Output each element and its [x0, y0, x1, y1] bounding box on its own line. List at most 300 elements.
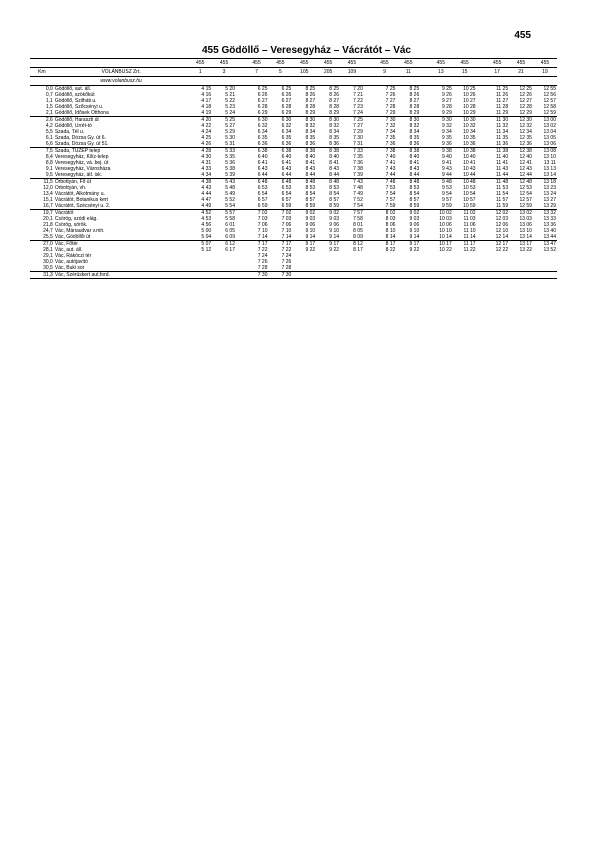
- departure-time: 7 30: [353, 135, 363, 141]
- departure-time: 13 00: [533, 117, 557, 124]
- departure-time: 6 44: [257, 172, 268, 178]
- departure-time: 8 40: [409, 154, 420, 160]
- stop-km: 12,0: [43, 185, 53, 191]
- departure-time: 5 48: [225, 185, 235, 191]
- column-gap: [477, 77, 486, 86]
- departure-time: 7 49: [353, 191, 363, 197]
- departure-time: 6 48: [269, 179, 293, 186]
- departure-time: 7 22: [353, 98, 363, 104]
- stop-km: 27,0: [30, 241, 54, 248]
- departure-time: 9 44: [442, 172, 452, 178]
- departure-time: 6 30: [269, 117, 293, 124]
- departure-time: 5 23: [225, 104, 235, 110]
- stop-name: Szada, Dózsa Gy. út 6.: [54, 135, 106, 141]
- departure-time: 10 32: [463, 123, 476, 129]
- departure-time: 6 40: [257, 154, 268, 160]
- departure-time: 11 30: [485, 117, 509, 124]
- departure-time: 9 10: [305, 228, 316, 234]
- departure-time: 7 29: [353, 129, 363, 135]
- departure-time: 7 26: [257, 259, 268, 265]
- departure-time: 8 25: [305, 86, 316, 92]
- departure-time: 10 54: [463, 191, 476, 197]
- departure-time: 8 34: [329, 129, 340, 135]
- departure-time: 8 30: [292, 117, 316, 124]
- departure-time: 13 40: [543, 228, 556, 234]
- operator-name: VOLÁNBUSZ Zrt.: [54, 68, 188, 77]
- departure-time: 5 30: [225, 135, 235, 141]
- departure-time: 6 53: [281, 185, 292, 191]
- departure-time: 8 44: [409, 172, 420, 178]
- departure-time: 4 28: [188, 148, 212, 155]
- departure-time: 6 41: [257, 160, 268, 166]
- departure-time: 11 25: [495, 86, 509, 92]
- departure-time: 7 36: [353, 160, 363, 166]
- departure-time: 11 48: [485, 179, 509, 186]
- departure-time: 8 53: [409, 185, 420, 191]
- departure-time: 6 54: [281, 191, 292, 197]
- departure-time: 11 35: [495, 135, 509, 141]
- departure-time: 10 59: [463, 203, 476, 209]
- departure-time: 13 11: [543, 160, 556, 166]
- departure-time: 8 30: [396, 117, 420, 124]
- departure-time: 8 28: [329, 104, 340, 110]
- departure-time: 11 43: [495, 166, 509, 172]
- departure-time: 9 02: [316, 210, 340, 217]
- departure-time: 12 03: [495, 216, 509, 222]
- departure-time: 4 25: [201, 135, 212, 141]
- departure-time: 13 14: [519, 234, 532, 240]
- departure-time: 10 36: [463, 141, 476, 147]
- website-row: [30, 77, 557, 86]
- departure-time: 11 38: [485, 148, 509, 155]
- departure-time: 4 38: [188, 179, 212, 186]
- departure-time: 5 31: [225, 141, 235, 147]
- departure-time: 13 02: [509, 210, 533, 217]
- departure-time: 8 36: [329, 141, 340, 147]
- run-number: 5: [269, 68, 293, 77]
- departure-time: 7 22: [257, 247, 268, 253]
- departure-time: 9 41: [442, 160, 452, 166]
- header-blank: [30, 59, 54, 68]
- departure-time: 9 40: [442, 154, 452, 160]
- departure-time: 11 10: [463, 228, 476, 234]
- stop-km: 19,7: [30, 210, 54, 217]
- departure-time: 7 57: [340, 210, 364, 217]
- departure-time: 5 52: [225, 197, 235, 203]
- stop-km: 9,5: [45, 172, 53, 178]
- departure-time: 11 59: [495, 203, 509, 209]
- page-number: 455: [514, 30, 531, 41]
- departure-time: 6 17: [225, 247, 235, 253]
- departure-time: 7 48: [353, 185, 363, 191]
- departure-time: 12 14: [495, 234, 509, 240]
- stop-name: Veresegyház, átl. isk.: [54, 172, 103, 178]
- departure-time: 8 35: [329, 135, 340, 141]
- departure-time: 8 38: [292, 148, 316, 155]
- departure-time: 12 29: [519, 110, 532, 116]
- departure-time: 7 24: [281, 253, 292, 259]
- departure-time: 5 38: [225, 166, 235, 172]
- departure-time: 8 53: [305, 185, 316, 191]
- departure-time: 4 26: [201, 141, 212, 147]
- departure-time: 7 53: [385, 185, 396, 191]
- departure-time: 6 34: [257, 129, 268, 135]
- departure-time: 11 26: [495, 92, 509, 98]
- departure-time: 11 27: [495, 98, 509, 104]
- departure-time: 4 43: [201, 185, 212, 191]
- departure-time: 10 03: [439, 216, 452, 222]
- departure-time: 7 43: [340, 179, 364, 186]
- stop-name: Gödöllő, Szőcsényi u.: [54, 104, 104, 110]
- departure-time: 9 48: [429, 179, 453, 186]
- column-gap: [236, 68, 245, 77]
- departure-time: 6 27: [257, 98, 268, 104]
- stop-name: Vác, Rákóczi tér: [54, 253, 92, 259]
- departure-time: 11 53: [495, 185, 509, 191]
- run-number: 15: [453, 68, 477, 77]
- stop-km: 8,4: [45, 154, 53, 160]
- departure-time: 7 36: [385, 141, 396, 147]
- departure-time: 7 54: [353, 203, 363, 209]
- departure-time: 9 14: [329, 234, 340, 240]
- column-gap: [420, 68, 429, 77]
- departure-time: 12 55: [543, 86, 556, 92]
- stop-name: Csörög, szódi elág.: [54, 216, 98, 222]
- departure-time: 7 14: [257, 234, 268, 240]
- departure-time: 6 35: [281, 135, 292, 141]
- stop-name: Őrbottyán, vh.: [54, 185, 87, 191]
- departure-time: 7 02: [245, 210, 269, 217]
- departure-time: 8 43: [409, 166, 420, 172]
- departure-time: 7 02: [269, 210, 293, 217]
- departure-time: 7 38: [353, 166, 363, 172]
- departure-time: 12 36: [519, 141, 532, 147]
- column-gap: [477, 68, 486, 77]
- departure-time: 12 10: [495, 228, 509, 234]
- line-number: 455: [533, 59, 557, 68]
- departure-time: 13 05: [543, 135, 556, 141]
- departure-time: 7 39: [353, 172, 363, 178]
- departure-time: 6 59: [281, 203, 292, 209]
- departure-time: 7 20: [353, 86, 363, 92]
- stop-name: Őrbottyán, Fő út: [54, 179, 188, 186]
- departure-time: 7 06: [281, 222, 292, 228]
- departure-time: 10 17: [429, 241, 453, 248]
- departure-time: 6 30: [245, 117, 269, 124]
- column-gap: [236, 77, 245, 86]
- stop-km: 8,8: [45, 160, 53, 166]
- departure-time: 5 29: [225, 129, 235, 135]
- departure-time: 8 14: [385, 234, 396, 240]
- departure-time: 7 52: [353, 197, 363, 203]
- departure-time: 13 14: [543, 172, 556, 178]
- stop-name: Gödöllő, aut. áll.: [54, 86, 91, 92]
- departure-time: 9 43: [442, 166, 452, 172]
- departure-time: 6 44: [281, 172, 292, 178]
- column-gap: [420, 59, 429, 68]
- departure-time: 10 25: [463, 86, 476, 92]
- departure-time: 7 17: [245, 241, 269, 248]
- departure-time: 7 21: [353, 92, 363, 98]
- departure-time: 13 36: [543, 222, 556, 228]
- run-number: 19: [533, 68, 557, 77]
- header-blank: [509, 77, 533, 86]
- column-gap: [364, 68, 373, 77]
- departure-time: 13 24: [543, 191, 556, 197]
- departure-time: 7 25: [340, 117, 364, 124]
- departure-time: 13 29: [543, 203, 556, 209]
- departure-time: 12 06: [495, 222, 509, 228]
- run-number: 9: [373, 68, 397, 77]
- header-blank: [292, 77, 316, 86]
- departure-time: 13 47: [533, 241, 557, 248]
- run-number: 7: [245, 68, 269, 77]
- departure-time: 9 54: [442, 191, 452, 197]
- departure-time: 8 38: [316, 148, 340, 155]
- departure-time: 11 28: [495, 104, 509, 110]
- departure-time: 8 28: [409, 104, 420, 110]
- departure-time: 6 59: [257, 203, 268, 209]
- departure-time: 4 47: [201, 197, 212, 203]
- departure-time: 9 22: [409, 247, 420, 253]
- km-label: Km: [30, 68, 54, 77]
- header-blank: [188, 77, 212, 86]
- departure-time: 10 28: [463, 104, 476, 110]
- departure-time: 9 17: [292, 241, 316, 248]
- departure-time: 5 27: [225, 123, 235, 129]
- departure-time: 4 53: [201, 216, 212, 222]
- departure-time: 6 34: [281, 129, 292, 135]
- departure-time: 8 26: [329, 92, 340, 98]
- departure-time: 11 22: [463, 247, 476, 253]
- header-blank: [30, 77, 54, 86]
- departure-time: 7 27: [385, 98, 396, 104]
- page-title: 455 Gödöllő – Veresegyház – Vácrátót – Vác: [202, 45, 411, 56]
- header-blank: [340, 77, 364, 86]
- departure-time: 12 25: [519, 86, 532, 92]
- departure-time: 8 12: [340, 241, 364, 248]
- departure-time: 12 48: [509, 179, 533, 186]
- departure-time: 6 57: [257, 197, 268, 203]
- stop-km: 31,3: [30, 272, 54, 279]
- departure-time: 9 26: [442, 92, 452, 98]
- departure-time: 12 34: [519, 129, 532, 135]
- departure-time: 7 14: [281, 234, 292, 240]
- departure-time: 12 59: [519, 203, 532, 209]
- header-blank: [316, 77, 340, 86]
- stop-km: 11,5: [30, 179, 54, 186]
- departure-time: 7 28: [385, 104, 396, 110]
- stop-name: Vácrátót, Alkotmány u.: [54, 191, 105, 197]
- departure-time: 12 54: [519, 191, 532, 197]
- departure-time: 7 59: [385, 203, 396, 209]
- departure-time: 13 04: [543, 129, 556, 135]
- departure-time: 8 27: [305, 98, 316, 104]
- stop-km: 6,6: [45, 141, 53, 147]
- departure-time: 10 10: [439, 228, 452, 234]
- departure-time: 9 34: [442, 129, 452, 135]
- departure-time: 7 23: [353, 104, 363, 110]
- departure-time: 10 35: [463, 135, 476, 141]
- departure-time: 8 41: [409, 160, 420, 166]
- stop-km: 13,4: [43, 191, 53, 197]
- departure-time: 13 22: [519, 247, 532, 253]
- departure-time: 7 33: [340, 148, 364, 155]
- stop-name: Vác, Főtér: [54, 241, 188, 248]
- departure-time: 4 20: [188, 117, 212, 124]
- departure-time: 13 10: [519, 228, 532, 234]
- line-number: 455: [396, 59, 420, 68]
- departure-time: 4 19: [201, 110, 212, 116]
- line-number: 455: [212, 59, 236, 68]
- departure-time: 10 34: [463, 129, 476, 135]
- departure-time: 7 35: [385, 135, 396, 141]
- departure-time: 4 31: [201, 160, 212, 166]
- departure-time: 6 27: [281, 98, 292, 104]
- departure-time: 12 02: [485, 210, 509, 217]
- departure-time: 5 36: [225, 160, 235, 166]
- departure-time: 7 54: [385, 191, 396, 197]
- departure-time: 11 57: [495, 197, 509, 203]
- timetable: [30, 58, 557, 280]
- departure-time: 8 57: [409, 197, 420, 203]
- departure-time: 7 24: [257, 253, 268, 259]
- stop-name: Vác, aut. áll.: [54, 247, 83, 253]
- departure-time: 8 09: [353, 234, 363, 240]
- stop-km: 20,1: [43, 216, 53, 222]
- departure-time: 12 38: [509, 148, 533, 155]
- stop-name: Szada, TÜZÉP telep: [54, 148, 188, 155]
- stop-name: Gödöllő, szökőkút: [54, 92, 95, 98]
- departure-time: 9 03: [409, 216, 420, 222]
- header-blank: [269, 77, 293, 86]
- departure-time: 8 48: [292, 179, 316, 186]
- stop-km: 6,1: [45, 135, 53, 141]
- departure-time: 4 24: [201, 129, 212, 135]
- departure-time: 13 06: [543, 141, 556, 147]
- departure-time: 9 32: [442, 123, 452, 129]
- stop-name: Gödöllő, Szilháti u.: [54, 98, 97, 104]
- departure-time: 7 30: [269, 272, 293, 279]
- line-number: 455: [269, 59, 293, 68]
- departure-time: 7 26: [385, 92, 396, 98]
- departure-time: 6 32: [257, 123, 268, 129]
- departure-time: 6 25: [257, 86, 268, 92]
- departure-time: 7 10: [257, 228, 268, 234]
- stop-name: Vácrátót: [54, 210, 188, 217]
- departure-time: 5 54: [225, 203, 235, 209]
- departure-time: 4 18: [201, 104, 212, 110]
- departure-time: 13 02: [543, 123, 556, 129]
- departure-time: 8 17: [373, 241, 397, 248]
- departure-time: 12 22: [495, 247, 509, 253]
- departure-time: 7 17: [269, 241, 293, 248]
- departure-time: 11 29: [495, 110, 509, 116]
- departure-time: 6 26: [281, 92, 292, 98]
- departure-time: 9 10: [329, 228, 340, 234]
- departure-time: 6 12: [212, 241, 236, 248]
- website-link[interactable]: www.volanbusz.hu: [54, 77, 188, 86]
- stop-name: Csörög, sörök.: [54, 222, 88, 228]
- departure-time: 9 14: [409, 234, 420, 240]
- departure-time: 8 54: [329, 191, 340, 197]
- departure-time: 7 25: [385, 86, 396, 92]
- departure-time: 10 06: [439, 222, 452, 228]
- departure-time: 9 22: [305, 247, 316, 253]
- column-gap: [420, 77, 429, 86]
- stop-name: Vácrátót, Szécsényi u. 2.: [54, 203, 111, 209]
- departure-time: 9 28: [442, 104, 452, 110]
- stop-name: Vác, autójavító: [54, 259, 88, 265]
- departure-time: 9 22: [329, 247, 340, 253]
- line-number: 455: [316, 59, 340, 68]
- departure-time: 6 01: [225, 222, 235, 228]
- departure-time: 4 56: [201, 222, 212, 228]
- timetable-table: [30, 59, 557, 278]
- line-number: 455: [188, 59, 212, 68]
- departure-time: 9 17: [316, 241, 340, 248]
- departure-time: 8 27: [329, 98, 340, 104]
- stop-km: 7,5: [30, 148, 54, 155]
- line-number: 455: [485, 59, 509, 68]
- departure-time: 8 53: [329, 185, 340, 191]
- departure-time: 9 06: [305, 222, 316, 228]
- line-number: 455: [245, 59, 269, 68]
- line-number: 455: [292, 59, 316, 68]
- departure-time: 12 17: [485, 241, 509, 248]
- departure-time: 5 39: [225, 172, 235, 178]
- departure-time: 6 32: [281, 123, 292, 129]
- departure-time: 8 59: [409, 203, 420, 209]
- departure-time: 6 43: [257, 166, 268, 172]
- departure-time: 11 44: [495, 172, 509, 178]
- departure-time: 9 38: [429, 148, 453, 155]
- departure-time: 5 33: [212, 148, 236, 155]
- departure-time: 9 53: [442, 185, 452, 191]
- stop-km: 0,7: [45, 92, 53, 98]
- stop-km: 9,1: [45, 166, 53, 172]
- departure-time: 4 44: [201, 191, 212, 197]
- run-number: 17: [485, 68, 509, 77]
- departure-time: 4 49: [201, 203, 212, 209]
- departure-time: 10 26: [463, 92, 476, 98]
- departure-time: 11 36: [495, 141, 509, 147]
- departure-time: 11 06: [463, 222, 476, 228]
- stop-name: Vácrátót, Botanikus kert: [54, 197, 108, 203]
- line-number: 455: [340, 59, 364, 68]
- departure-time: 8 38: [396, 148, 420, 155]
- departure-time: 12 27: [519, 98, 532, 104]
- departure-time: 12 57: [519, 197, 532, 203]
- departure-time: 9 02: [396, 210, 420, 217]
- header-blank: [54, 59, 188, 68]
- departure-time: 7 34: [385, 129, 396, 135]
- departure-time: 10 48: [453, 179, 477, 186]
- departure-time: 9 36: [442, 141, 452, 147]
- departure-time: 8 34: [305, 129, 316, 135]
- departure-time: 11 54: [495, 191, 509, 197]
- departure-time: 6 54: [257, 191, 268, 197]
- departure-time: 8 48: [316, 179, 340, 186]
- departure-time: 7 26: [281, 259, 292, 265]
- departure-time: 9 10: [409, 228, 420, 234]
- departure-time: 10 02: [429, 210, 453, 217]
- departure-time: 7 28: [281, 265, 292, 271]
- line-number: 455: [429, 59, 453, 68]
- run-number-row: [30, 68, 557, 77]
- departure-time: 13 52: [543, 247, 556, 253]
- departure-time: 13 23: [543, 185, 556, 191]
